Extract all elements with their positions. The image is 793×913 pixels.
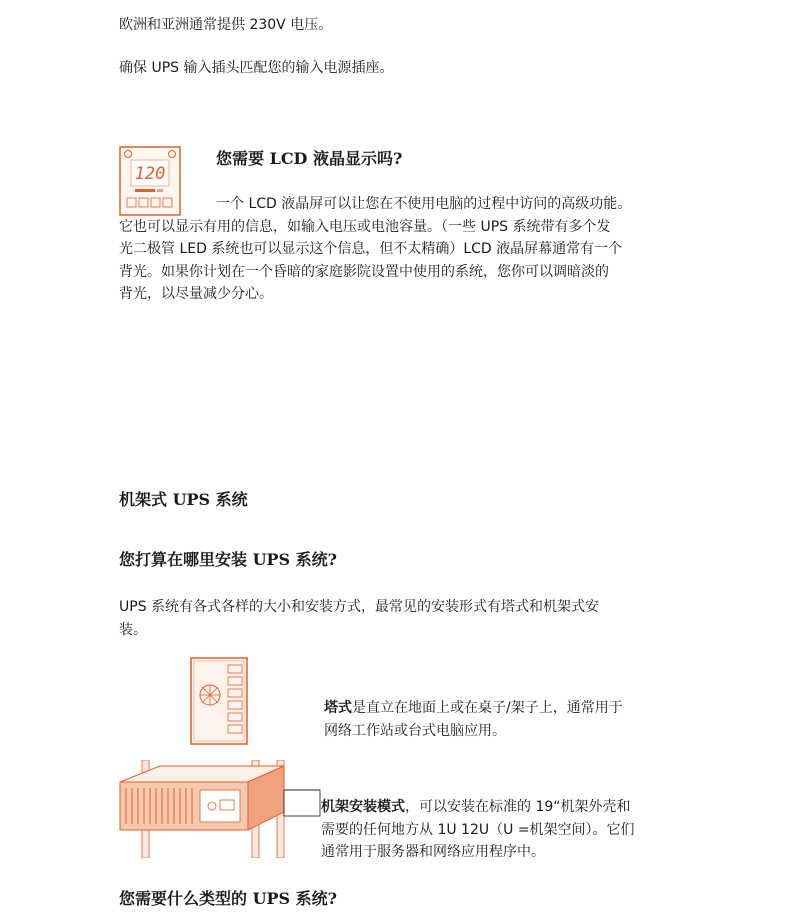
lcd-paragraph-line: 背光。如果你计划在一个昏暗的家庭影院设置中使用的系统，您你可以调暗淡的 — [119, 263, 609, 280]
intro-line-1: 欧洲和亚洲通常提供 230V 电压。 — [119, 17, 333, 33]
lcd-paragraph-line: 一个 LCD 液晶屏可以让您在不使用电脑的过程中访问的高级功能。 — [216, 196, 632, 212]
rackmount-description — [321, 796, 635, 864]
tower-ups-illustration — [190, 657, 248, 745]
lcd-paragraph-line: 它也可以显示有用的信息，如输入电压或电池容量。（一些 UPS 系统带有多个发 — [119, 218, 611, 235]
tower-line-1: 是直立在地面上或在桌子/架子上，通常用于 — [352, 700, 623, 716]
lcd-paragraph-line: 背光，以尽量减少分心。 — [119, 286, 273, 302]
install-location-question: 您打算在哪里安装 UPS 系统? — [119, 550, 338, 569]
rackmount-term: 机架安装模式 — [321, 799, 405, 815]
rackmount-line-2: 需要的任何地方从 1U 12U（U =机架空间）。它们 — [321, 821, 635, 838]
rackmount-ups-illustration — [112, 760, 322, 858]
lcd-display-value: 120 — [134, 164, 166, 184]
tower-description — [324, 697, 623, 742]
tower-term: 塔式 — [324, 700, 352, 716]
rackmount-line-3: 通常用于服务器和网络应用程序中。 — [321, 844, 545, 860]
tower-line-2: 网络工作站或台式电脑应用。 — [324, 722, 506, 739]
ups-type-question: 您需要什么类型的 UPS 系统? — [119, 889, 338, 908]
intro-line-2: 确保 UPS 输入插头匹配您的输入电源插座。 — [119, 60, 394, 76]
rack-intro-line: UPS 系统有各式各样的大小和安装方式，最常见的安装形式有塔式和机架式安 — [119, 599, 600, 615]
lcd-paragraph-line: 光二极管 LED 系统也可以显示这个信息，但不太精确）LCD 液晶屏幕通常有一个 — [119, 241, 623, 257]
lcd-heading: 您需要 LCD 液晶显示吗? — [216, 149, 403, 168]
rack-intro-line: 装。 — [119, 621, 147, 638]
rack-section-heading: 机架式 UPS 系统 — [119, 490, 248, 509]
lcd-paragraph — [119, 193, 631, 306]
rackmount-line-1: ，可以安装在标准的 19“机架外壳和 — [405, 799, 631, 815]
rack-intro-paragraph — [119, 596, 599, 641]
